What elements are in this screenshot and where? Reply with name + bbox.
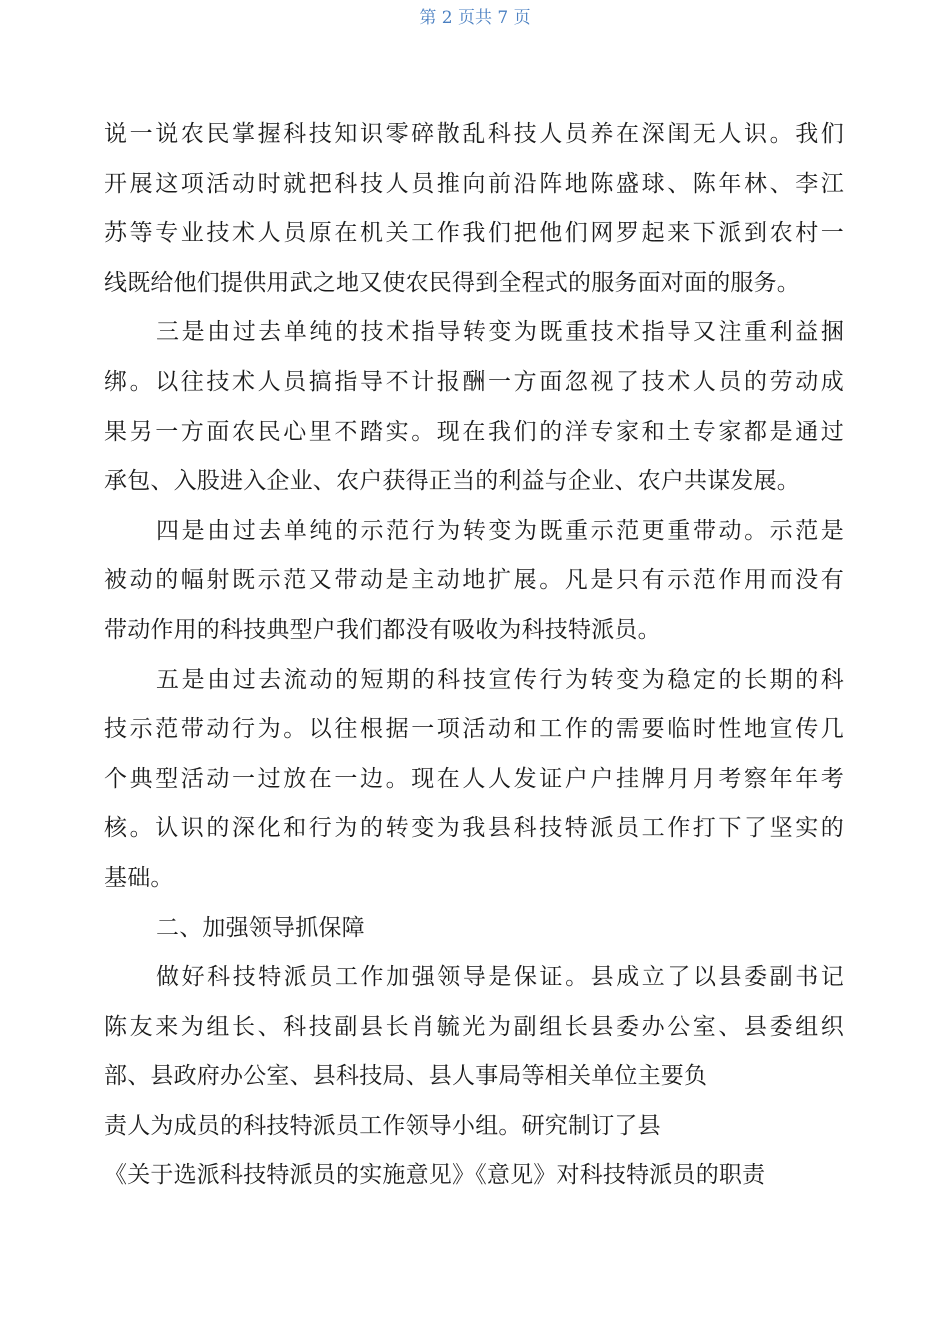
paragraph-line: 陈友来为组长、科技副县长肖毓光为副组长县委办公室、县委组织: [104, 1013, 844, 1040]
paragraph-line: 做好科技特派员工作加强领导是保证。县成立了以县委副书记: [156, 964, 844, 991]
paragraph-line: 绑。以往技术人员搞指导不计报酬一方面忽视了技术人员的劳动成: [104, 368, 844, 395]
paragraph-line: 带动作用的科技典型户我们都没有吸收为科技特派员。: [104, 616, 661, 643]
paragraph-line: 说一说农民掌握科技知识零碎散乱科技人员养在深闺无人识。我们: [104, 121, 844, 147]
section-heading: 二、加强领导抓保障: [156, 914, 365, 941]
paragraph-line: 线既给他们提供用武之地又使农民得到全程式的服务面对面的服务。: [104, 269, 800, 296]
paragraph-line: 基础。: [104, 864, 174, 891]
paragraph-line: 承包、入股进入企业、农户获得正当的利益与企业、农户共谋发展。: [104, 468, 800, 495]
paragraph-line: 《关于选派科技特派员的实施意见》《意见》对科技特派员的职责: [104, 1162, 766, 1189]
paragraph-line: 开展这项活动时就把科技人员推向前沿阵地陈盛球、陈年林、李江: [104, 170, 844, 197]
paragraph-line: 被动的幅射既示范又带动是主动地扩展。凡是只有示范作用而没有: [104, 567, 844, 594]
paragraph-line: 三是由过去单纯的技术指导转变为既重技术指导又注重利益捆: [156, 319, 844, 346]
paragraph-line: 个典型活动一过放在一边。现在人人发证户户挂牌月月考察年年考: [104, 765, 844, 792]
document-body: [104, 110, 844, 1201]
paragraph-line: 果另一方面农民心里不踏实。现在我们的洋专家和土专家都是通过: [104, 418, 844, 445]
page-number-header: 第 2 页共 7 页: [419, 8, 531, 28]
paragraph-line: 四是由过去单纯的示范行为转变为既重示范更重带动。示范是: [156, 517, 844, 544]
paragraph-line: 核。认识的深化和行为的转变为我县科技特派员工作打下了坚实的: [104, 815, 844, 842]
paragraph-line: 技示范带动行为。以往根据一项活动和工作的需要临时性地宣传几: [104, 716, 844, 743]
paragraph-line: 部、县政府办公室、县科技局、县人事局等相关单位主要负: [104, 1063, 708, 1090]
paragraph-line: 苏等专业技术人员原在机关工作我们把他们网罗起来下派到农村一: [104, 220, 844, 247]
paragraph-line: 五是由过去流动的短期的科技宣传行为转变为稳定的长期的科: [156, 666, 844, 693]
paragraph-line: 责人为成员的科技特派员工作领导小组。研究制订了县: [104, 1112, 661, 1139]
